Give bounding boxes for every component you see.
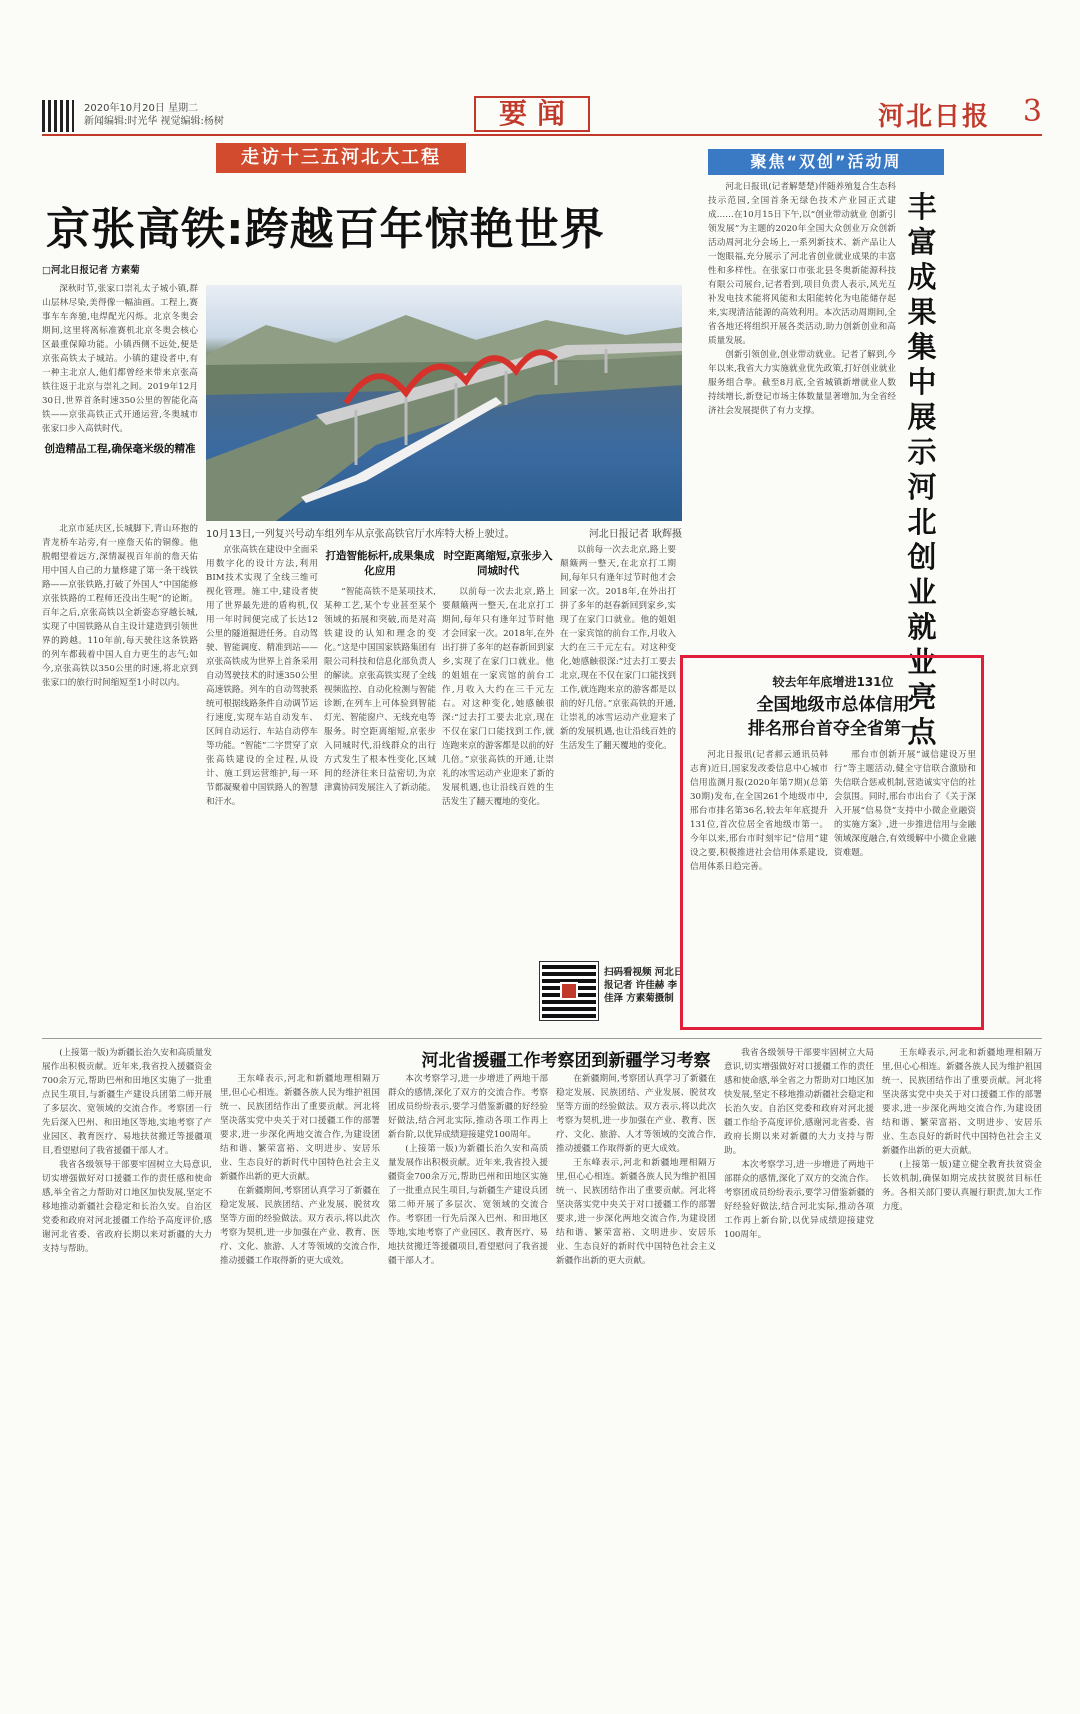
subheading-intelligent: 打造智能标杆,成果集成化应用 <box>325 550 435 577</box>
box-headline-line1: 全国地级市总体信用 <box>756 695 910 715</box>
box-paragraph: 河北日报讯(记者郝云通讯员韩志育)近日,国家发改委信息中心城市信用监测月报(2020年第7期)(总第30期)发布,在全国261个地级市中,邢台市排名第36名,较去年年底提升131位,首次位居全省地级市第一。今年以来,邢台市时刻牢记“信用”建设之要,积极推进社会信用体系建设,信用体系日趋完善。 <box>690 750 828 872</box>
box-headline <box>690 693 976 741</box>
right-paragraph: 河北日报讯(记者解楚楚)伴随养殖复合生态科技示范园,全国首条无绿色技术产业园正式建成……在10月15日下午,以“创业带动就业 创新引领发展”为主题的2020年全国大众创业万众创新活动周河北分会场上,一系列新技术、新产品让人一饱眼福,充分展示了河北省创业就业成果的丰富性和多样性。在张家口市张北县冬奥新能源科技有限公司展台,记者看到,项目负责人表示,风光互补发电技术能将风能和太阳能转化为电能储存起来,实现清洁能源的高效利用。本次活动周期间,全省各地还将组织开展各类活动,助力创新创业和高质量发展。 <box>708 182 896 346</box>
xinjiang-paragraph: 王东峰表示,河北和新疆地理相隔万里,但心心相连。新疆各族人民为维护祖国统一、民族团结作出了重要贡献。河北将坚决落实党中央关于对口援疆工作的部署要求,进一步深化两地交流合作,为建设团结和谐、繁荣富裕、文明进步、安居乐业、生态良好的新时代中国特色社会主义新疆作出新的更大贡献。 <box>220 1074 380 1182</box>
main-headline: 京张高铁:跨越百年惊艳世界 <box>46 204 605 255</box>
main-paragraph: “智能高铁不是某项技术,某种工艺,某个专业甚至某个领域的拓展和突破,而是对高铁建设的认知和理念的变化。”这是中国国家铁路集团有限公司科技和信息化部负责人的解读。京张高铁实现了全线视频监控、自动化检测与智能诊断,在列车上可体验到智能灯光、智能窗户、无线充电等服务。时空距离缩短,京张步入同城时代,沿线群众的出行方式发生了根本性变化,区域间的经济往来日益密切,为京津冀协同发展注入了新动能。 <box>324 587 436 793</box>
main-article-col1-bottom <box>42 522 198 1034</box>
xinjiang-paragraph: 本次考察学习,进一步增进了两地干部群众的感情,深化了双方的交流合作。考察团成员纷纷表示,要学习借鉴新疆的好经验好做法,结合河北实际,推动各项工作再上新台阶,以优异成绩迎接建党100周年。 <box>388 1074 548 1140</box>
right-paragraph: 创新引领创业,创业带动就业。记者了解到,今年以来,我省大力实施就业优先政策,打好创业就业服务组合拳。截至8月底,全省城镇新增就业人数持续增长,新登记市场主体数量显著增加,为全省经济社会发展提供了有力支撑。 <box>708 350 896 416</box>
xinjiang-paragraph: 本次考察学习,进一步增进了两地干部群众的感情,深化了双方的交流合作。考察团成员纷纷表示,要学习借鉴新疆的好经验好做法,结合河北实际,推动各项工作再上新台阶,以优异成绩迎接建党100周年。 <box>724 1160 874 1240</box>
main-byline: □河北日报记者 方素菊 <box>42 265 140 276</box>
main-paragraph: 深秋时节,张家口崇礼太子城小镇,群山层林尽染,美得像一幅油画。工程上,赛事车车奔驰,电焊配光闪烁。北京冬奥会期间,这里将离标准赛机北京冬奥会核心区最重保障功能。小镇西侧不远处,便是京张高铁太子城站。小镇的建设者中,有一种主北京人,他们都曾经来带来京张高铁往返于北京与崇礼之间。2019年12月30日,世界首条时速350公里的智能化高铁——京张高铁正式开通运营,冬奥城市张家口步入高铁时代。 <box>42 284 198 434</box>
right-article <box>708 180 896 650</box>
issue-date: 2020年10月20日 星期二 <box>84 103 199 114</box>
masthead-info <box>84 102 224 128</box>
qr-logo-icon <box>560 982 578 1000</box>
main-article-col3 <box>324 543 436 1033</box>
photo-caption <box>206 525 682 540</box>
main-paragraph: 以前每一次去北京,路上要颠簸两一整天,在北京打工期间,每年只有逢年过节时他才会回家一次。2018年,在外出打拼了多年的赵春新回到家乡,实现了在家门口就业。他的姐姐在一家宾馆的前台工作,月收入大约在三千元左右。对这种变化,她感触很深:“过去打工要去北京,现在不仅在家门口能找到工作,就连跑来京的游客都是以前的好几倍。”京张高铁的开通,让崇礼的冰雪运动产业迎来了新的发展机遇,也让沿线百姓的生活发生了翻天覆地的变化。 <box>442 587 554 807</box>
xinjiang-col2 <box>220 1072 380 1646</box>
xinjiang-col3 <box>388 1072 548 1646</box>
main-paragraph: 北京市延庆区,长城脚下,青山环抱的青龙桥车站旁,有一座詹天佑的铜像。他脱帽望着远方,深情凝视百年前的詹天佑用中国人自己的力量修建了第一条干线铁路——京张铁路,打破了外国人“中国能修京张铁路的工程师还没出生呢”的论断。百年之后,京张高铁以全新姿态穿越长城,实现了中国铁路从自主设计建造到引领世界的跨越。110年前,每天驶往这条铁路的列车都载着中国人自力更生的志气;如今,京张高铁以350公里的时速,将北京到张家口的旅行时间缩短至1小时以内。 <box>42 524 198 688</box>
column-banner: 聚焦“双创”活动周 <box>708 149 944 175</box>
xinjiang-paragraph: (上接第一版)建立健全教育扶贫资金长效机制,确保如期完成扶贫脱贫目标任务。各相关部门要认真履行职责,加大工作力度。 <box>882 1160 1042 1212</box>
xinjiang-paragraph: 在新疆期间,考察团认真学习了新疆在稳定发展、民族团结、产业发展、脱贫攻坚等方面的经验做法。双方表示,将以此次考察为契机,进一步加强在产业、教育、医疗、文化、旅游、人才等领域的交流合作,推动援疆工作取得新的更大成效。 <box>220 1186 380 1266</box>
box-headline-line2: 排名邢台首夺全省第一 <box>748 719 918 739</box>
main-article-col1-top <box>42 262 198 520</box>
photo-credit: 河北日报记者 耿辉摄 <box>588 529 682 540</box>
section-title: 要闻 <box>474 96 590 132</box>
xinjiang-col1 <box>42 1046 212 1646</box>
bridge-illustration <box>206 285 682 521</box>
main-article-col2 <box>206 543 318 1033</box>
xinjiang-col5 <box>724 1046 874 1646</box>
xinjiang-paragraph: 我省各级领导干部要牢固树立大局意识,切实增强做好对口援疆工作的责任感和使命感,举全省之力帮助对口地区加快发展,坚定不移地推动新疆社会稳定和长治久安。自治区党委和政府对河北援疆工作给予高度评价,感谢河北省委、省政府长期以来对新疆的大力支持与帮助。 <box>724 1048 874 1156</box>
xinjiang-paragraph: 在新疆期间,考察团认真学习了新疆在稳定发展、民族团结、产业发展、脱贫攻坚等方面的经验做法。双方表示,将以此次考察为契机,进一步加强在产业、教育、医疗、文化、旅游、人才等领域的交流合作,推动援疆工作取得新的更大成效。 <box>556 1074 716 1154</box>
xinjiang-headline: 河北省援疆工作考察团到新疆学习考察 <box>421 1051 711 1071</box>
main-paragraph: 以前每一次去北京,路上要颠簸两一整天,在北京打工期间,每年只有逢年过节时他才会回家一次。2018年,在外出打拼了多年的赵春新回到家乡,实现了在家门口就业。他的姐姐在一家宾馆的前台工作,月收入大约在三千元左右。对这种变化,她感触很深:“过去打工要去北京,现在不仅在家门口能找到工作,就连跑来京的游客都是以前的好几倍。”京张高铁的开通,让崇礼的冰雪运动产业迎来了新的发展机遇,也让沿线百姓的生活发生了翻天覆地的变化。 <box>560 545 676 751</box>
box-col1 <box>690 748 828 1024</box>
box-pretitle: 较去年年底增进131位 <box>772 675 894 689</box>
xinjiang-paragraph: 王东峰表示,河北和新疆地理相隔万里,但心心相连。新疆各族人民为维护祖国统一、民族团结作出了重要贡献。河北将坚决落实党中央关于对口援疆工作的部署要求,进一步深化两地交流合作,为建设团结和谐、繁荣富裕、文明进步、安居乐业、生态良好的新时代中国特色社会主义新疆作出新的更大贡献。 <box>556 1158 716 1266</box>
xinjiang-paragraph: 王东峰表示,河北和新疆地理相隔万里,但心心相连。新疆各族人民为维护祖国统一、民族团结作出了重要贡献。河北将坚决落实党中央关于对口援疆工作的部署要求,进一步深化两地交流合作,为建设团结和谐、繁荣富裕、文明进步、安居乐业、生态良好的新时代中国特色社会主义新疆作出新的更大贡献。 <box>882 1048 1042 1156</box>
editors-credit: 新闻编辑:时光华 视觉编辑:杨树 <box>84 116 224 127</box>
newspaper-logo: 河北日报 <box>877 102 990 132</box>
main-paragraph: 京张高铁在建设中全面采用数字化的设计方法,利用BIM技术实现了全线三维可视化管理。施工中,建设者使用了世界最先进的盾构机,仅用一年时间便完成了长达12公里的隧道掘进任务。自动驾驶、智能调度、精准到站——京张高铁成为世界上首条采用自动驾驶技术的时速350公里高速铁路。列车的自动驾驶系统可根据线路条件自动调节运行速度,实现车站自动发车、区间自动运行、车站自动停车等功能。“智能”二字贯穿了京张高铁建设的全过程,从设计、施工到运营维护,每一环节都凝聚着中国铁路人的智慧和汗水。 <box>206 545 318 807</box>
masthead-divider <box>42 134 1042 136</box>
xinjiang-paragraph: (上接第一版)为新疆长治久安和高质量发展作出积极贡献。近年来,我省投入援疆资金700余万元,帮助巴州和田地区实施了一批重点民生项目,与新疆生产建设兵团第二师开展了多层次、宽领域的交流合作。考察团一行先后深入巴州、和田地区等地,实地考察了产业园区、教育医疗、易地扶贫搬迁等援疆项目,看望慰问了我省援疆干部人才。 <box>42 1048 212 1156</box>
photo-caption-text: 10月13日,一列复兴号动车组列车从京张高铁官厅水库特大桥上驶过。 <box>206 529 515 540</box>
series-banner: 走访十三五河北大工程 <box>216 143 466 173</box>
section-divider <box>42 1038 1042 1039</box>
subheading-precision: 创造精品工程,确保毫米级的精准 <box>44 443 196 455</box>
box-paragraph: 邢台市创新开展“诚信建设万里行”等主题活动,健全守信联合激励和失信联合惩戒机制,营造诚实守信的社会氛围。同时,邢台市出台了《关于深入开展“信易贷”支持中小微企业融资的实施方案》,进一步推进信用与金融领域深度融合,有效缓解中小微企业融资难题。 <box>834 750 976 858</box>
box-col2 <box>834 748 976 1024</box>
main-article-col5 <box>560 543 676 953</box>
main-article-col4 <box>442 543 554 953</box>
video-qr-caption: 扫码看视频 河北日报记者 许佳赫 李佳泽 方素菊摄制 <box>604 967 684 1004</box>
xinjiang-paragraph: (上接第一版)为新疆长治久安和高质量发展作出积极贡献。近年来,我省投入援疆资金700余万元,帮助巴州和田地区实施了一批重点民生项目,与新疆生产建设兵团第二师开展了多层次、宽领域的交流合作。考察团一行先后深入巴州、和田地区等地,实地考察了产业园区、教育医疗、易地扶贫搬迁等援疆项目,看望慰问了我省援疆干部人才。 <box>388 1144 548 1266</box>
masthead-qr-code[interactable] <box>42 100 74 132</box>
bridge-photo <box>206 285 682 521</box>
xinjiang-paragraph: 我省各级领导干部要牢固树立大局意识,切实增强做好对口援疆工作的责任感和使命感,举全省之力帮助对口地区加快发展,坚定不移地推动新疆社会稳定和长治久安。自治区党委和政府对河北援疆工作给予高度评价,感谢河北省委、省政府长期以来对新疆的大力支持与帮助。 <box>42 1160 212 1254</box>
vertical-headline: 丰富成果集中展示河北创业就业亮点 <box>907 190 937 749</box>
subheading-same-city: 时空距离缩短,京张步入同城时代 <box>443 550 553 577</box>
masthead <box>42 96 1042 138</box>
xinjiang-col4 <box>556 1072 716 1646</box>
xinjiang-col6 <box>882 1046 1042 1646</box>
page-number: 3 <box>1022 94 1042 129</box>
